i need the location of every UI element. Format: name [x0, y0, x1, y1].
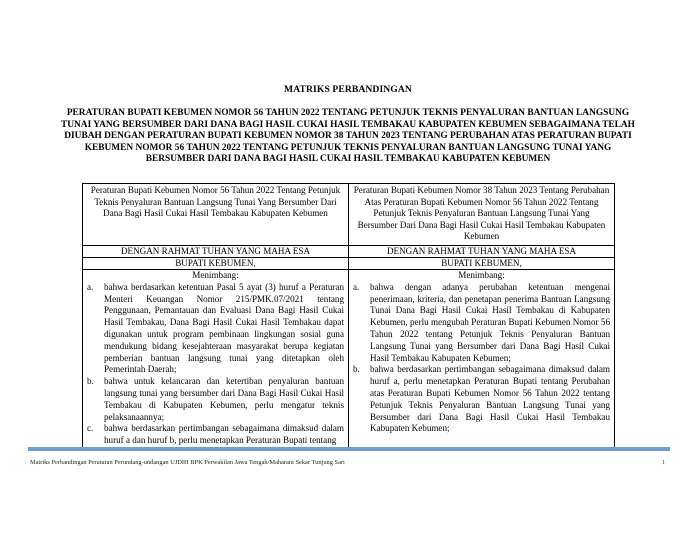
list-item: [353, 364, 610, 435]
point-marker: c.: [87, 423, 94, 434]
left-rahmat: DENGAN RAHMAT TUHAN YANG MAHA ESA: [83, 245, 349, 257]
left-menimbang-label: Menimbang:: [192, 269, 239, 280]
comparison-matrix: [82, 183, 615, 448]
matrix-header-row: [83, 184, 615, 246]
point-marker: b.: [353, 364, 360, 375]
footer-rule: [28, 447, 670, 451]
point-text: bahwa dengan adanya perubahan ketentuan mengenai penerimaan, kriteria, dan penetapan penerima Bantuan Langsung Tunai Dana Bagi Hasil Cukai Hasil Tembakau di Kabupaten Kebumen, perlu mengubah Peraturan Bupati Kebumen Nomor 56 Tahun 2022 tentang Petunjuk Teknis Penyaluran Bantuan Langsung Tunai yang Bersumber dari Dana Bagi Hasil Cukai Hasil Tembakau Kabupaten Kebumen;: [370, 281, 610, 363]
document-subtitle: PERATURAN BUPATI KEBUMEN NOMOR 56 TAHUN 2022 TENTANG PETUNJUK TEKNIS PENYALURAN BANTUAN LANGSUNG TUNAI YANG BERSUMBER DARI DANA BAGI HASIL CUKAI HASIL TEMBAKAU KABUPATEN KEBUMEN SEBAGAIMANA TELAH DIUBAH DENGAN PERATURAN BUPATI KEBUMEN NOMOR 38 TAHUN 2023 TENTANG PERUBAHAN ATAS PERATURAN BUPATI KEBUMEN NOMOR 56 TAHUN 2022 TENTANG PETUNJUK TEKNIS PENYALURAN BANTUAN LANGSUNG TUNAI YANG BERSUMBER DARI DANA BAGI HASIL CUKAI HASIL TEMBAKAU KABUPATEN KEBUMEN: [61, 108, 635, 165]
point-text: bahwa untuk kelancaran dan ketertiban penyaluran bantuan langsung tunai yang bersumber dari Dana Bagi Hasil Cukai Hasil Tembakau di Kabupaten Kebumen, perlu mengatur teknis pelaksanaannya;: [104, 376, 344, 422]
point-marker: a.: [353, 281, 360, 292]
document-title: MATRIKS PERBANDINGAN: [284, 84, 412, 95]
list-item: [87, 282, 344, 376]
page-footer: Matriks Perbandingan Peraturan Perundang-undangan UJDIH BPK Perwakilan Jawa Tengah/Maharani Sekar Tunjung Sari: [30, 459, 345, 466]
page-number: 1: [662, 459, 666, 466]
point-text: bahwa berdasarkan ketentuan Pasal 5 ayat (3) huruf a Peraturan Menteri Keuangan Nomor 215/PMK.07/2021 tentang Penggunaan, Pemantauan dan Evaluasi Dana Bagi Hasil Cukai Hasil Tembakau, Dana Bagi Hasil Cukai Hasil Tembakau dapat digunakan untuk program pembinaan lingkungan sosial guna mendukung bidang kesejahteraan masyarakat berupa kegiatan pemberian bantuan langsung tunai yang ditetapkan oleh Pemerintah Daerah;: [104, 281, 344, 375]
left-points-list: [87, 282, 344, 447]
menimbang-row: [83, 269, 615, 447]
left-menimbang-cell: [83, 269, 349, 447]
point-marker: b.: [87, 376, 94, 387]
left-header-cell: Peraturan Bupati Kebumen Nomor 56 Tahun 2022 Tentang Petunjuk Teknis Penyaluran Bantuan Langsung Tunai Yang Bersumber Dari Dana Bagi Hasil Cukai Hasil Tembakau Kabupaten Kebumen: [83, 184, 349, 246]
list-item: [87, 423, 344, 447]
bupati-row: [83, 257, 615, 269]
rahmat-row: [83, 245, 615, 257]
list-item: [87, 376, 344, 423]
right-rahmat: DENGAN RAHMAT TUHAN YANG MAHA ESA: [349, 245, 615, 257]
point-marker: a.: [87, 281, 94, 292]
right-header-cell: Peraturan Bupati Kebumen Nomor 38 Tahun 2023 Tentang Perubahan Atas Peraturan Bupati Kebumen Nomor 56 Tahun 2022 Tentang Petunjuk Teknis Penyaluran Bantuan Langsung Tunai Yang Bersumber Dari Dana Bagi Hasil Cukai Hasil Tembakau Kabupaten Kebumen: [349, 184, 615, 246]
right-menimbang-cell: [349, 269, 615, 447]
right-bupati: BUPATI KEBUMEN,: [349, 257, 615, 269]
right-menimbang-label: Menimbang:: [458, 269, 505, 280]
point-text: bahwa berdasarkan pertimbangan sebagaimana dimaksud dalam huruf a, perlu menetapkan Peraturan Bupati tentang Perubahan atas Peraturan Bupati Kebumen Nomor 56 Tahun 2022 tentang Petunjuk Teknis Penyaluran Bantuan Langsung Tunai yang Bersumber dari Dana Bagi Hasil Cukai Hasil Tembakau Kabupaten Kebumen;: [370, 364, 610, 434]
right-points-list: [353, 282, 610, 435]
left-bupati: BUPATI KEBUMEN,: [83, 257, 349, 269]
point-text: bahwa berdasarkan pertimbangan sebagaimana dimaksud dalam huruf a dan huruf b, perlu menetapkan Peraturan Bupati tentang: [104, 423, 344, 446]
list-item: [353, 282, 610, 365]
